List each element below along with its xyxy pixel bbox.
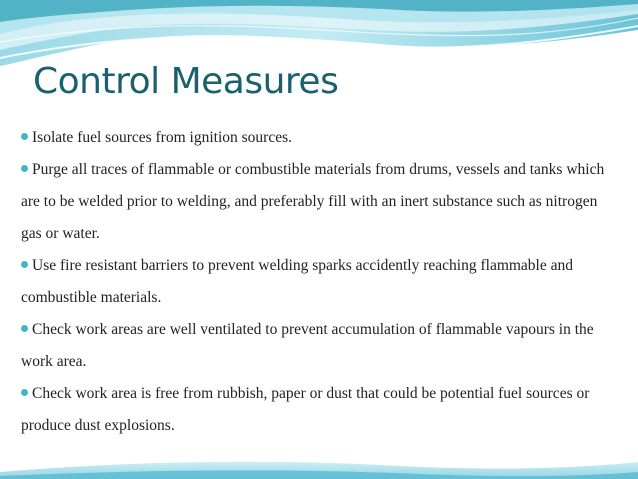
bullet-dot-icon: [21, 325, 28, 332]
bullet-dot-icon: [21, 133, 28, 140]
bullet-text: Check work areas are well ventilated to prevent accumulation of flammable vapours in the work area.: [21, 321, 594, 370]
bullet-item: [21, 314, 621, 378]
bullet-text: Purge all traces of flammable or combustible materials from drums, vessels and tanks which are to be welded prior to welding, and preferably fill with an inert substance such as nitrogen gas or water.: [21, 161, 605, 242]
slide-title: Control Measures: [33, 61, 339, 102]
bullet-text: Isolate fuel sources from ignition sources.: [32, 129, 292, 146]
bullet-dot-icon: [21, 165, 28, 172]
bullet-text: Use fire resistant barriers to prevent welding sparks accidently reaching flammable and combustible materials.: [21, 257, 574, 306]
bullet-dot-icon: [21, 389, 28, 396]
bullet-item: [21, 250, 621, 314]
bullet-list: [21, 122, 621, 442]
bullet-item: [21, 122, 621, 154]
bullet-dot-icon: [21, 261, 28, 268]
bullet-item: [21, 378, 621, 442]
bullet-item: [21, 154, 621, 250]
bullet-text: Check work area is free from rubbish, paper or dust that could be potential fuel sources or produce dust explosions.: [21, 385, 590, 434]
